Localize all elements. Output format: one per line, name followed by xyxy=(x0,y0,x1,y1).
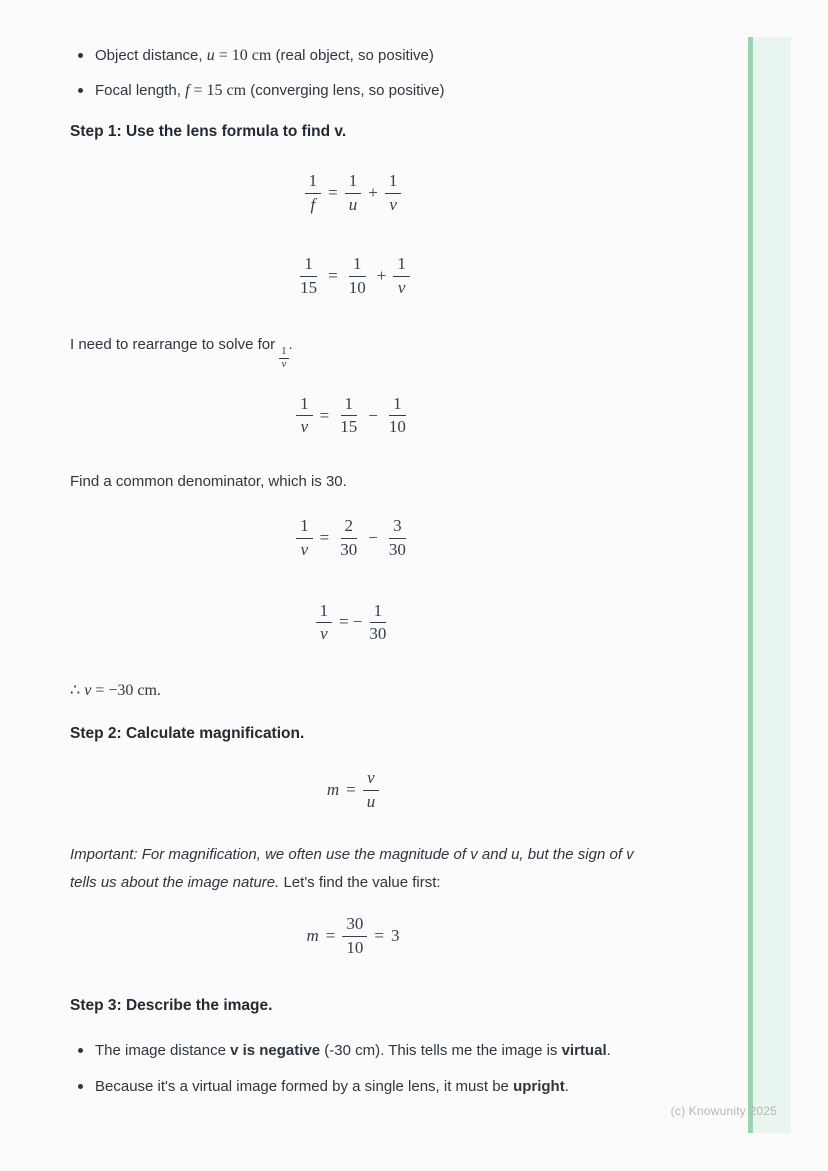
fraction: $\frac{1}{30}$ xyxy=(369,600,387,644)
italic-note: Important: For magnification, we often use the magnitude of v and u, but the sign of v tells us about the image nature. xyxy=(70,846,634,892)
equals-sign: = xyxy=(346,779,356,799)
inline-fraction: $\frac{1}{v}$ xyxy=(281,345,287,371)
equation-magnification-value xyxy=(70,915,636,957)
fraction: $\frac{v}{u}$ xyxy=(363,769,380,811)
list-item-text xyxy=(95,1042,611,1059)
watermark: (c) Knowunity 2025 xyxy=(670,1104,777,1118)
equation-result-fraction xyxy=(70,602,636,644)
page-edge-highlight xyxy=(748,37,791,1133)
math-value: = 15 cm xyxy=(189,82,247,99)
equation-substituted xyxy=(70,255,636,297)
plus-sign: + xyxy=(376,266,387,286)
inline-math xyxy=(207,47,272,64)
equation-magnification-formula xyxy=(70,769,636,811)
math-variable: m xyxy=(326,779,340,799)
fraction: $\frac{2}{30}$ xyxy=(340,516,358,559)
fraction: $\frac{1}{v}$ xyxy=(316,602,333,644)
text-segment: (-30 cm). This tells me the image is xyxy=(320,1041,562,1059)
list-item-text xyxy=(95,1078,569,1095)
text-segment: Let's find the value first: xyxy=(279,874,441,892)
fraction: $\frac{1}{15}$ xyxy=(340,393,358,437)
list-item-upright xyxy=(70,1073,636,1101)
fraction: $\frac{1}{15}$ xyxy=(300,254,318,298)
text-segment: . xyxy=(606,1041,611,1059)
fraction: $\frac{1}{v}$ xyxy=(385,172,402,214)
fraction: $\frac{1}{u}$ xyxy=(345,172,362,214)
plus-sign: + xyxy=(368,182,378,202)
fraction: $\frac{3}{30}$ xyxy=(388,516,406,559)
equals-sign: = xyxy=(339,612,349,632)
bullet-icon xyxy=(78,53,83,58)
fraction: $\frac{30}{10}$ xyxy=(342,915,367,957)
equation-lens-formula xyxy=(70,172,636,214)
minus-sign: − xyxy=(368,405,378,425)
text-segment: I need to rearrange to solve for xyxy=(70,335,280,353)
equation-common-denominator xyxy=(70,517,636,559)
math-value: = −30 cm. xyxy=(91,681,161,699)
text-segment: . xyxy=(288,335,293,353)
step3-heading: Step 3: Describe the image. xyxy=(70,996,273,1014)
therefore-symbol: ∴ xyxy=(70,681,85,699)
list-item-object-distance xyxy=(70,44,636,68)
text-segment: (converging lens, so positive) xyxy=(246,82,445,99)
bold-segment: virtual xyxy=(561,1041,607,1059)
text-segment: Object distance, xyxy=(95,47,207,64)
list-item-focal-length xyxy=(70,79,636,103)
minus-sign: − xyxy=(368,527,378,547)
important-note xyxy=(70,841,636,897)
bold-segment: v is negative xyxy=(230,1041,321,1059)
fraction: $\frac{1}{v}$ xyxy=(296,517,313,559)
highlight-accent-fill xyxy=(753,37,791,1133)
equals-sign: = xyxy=(319,527,330,547)
math-value: 3 xyxy=(390,926,400,946)
rearrange-text xyxy=(70,331,636,371)
math-value: = 10 cm xyxy=(214,47,272,64)
math-variable: f xyxy=(185,82,190,99)
equation-rearranged xyxy=(70,395,636,437)
conclusion-list xyxy=(70,1037,636,1101)
given-values-list xyxy=(70,44,636,103)
math-variable: v xyxy=(84,681,92,699)
text-segment: (real object, so positive) xyxy=(271,47,434,64)
step2-heading: Step 2: Calculate magnification. xyxy=(70,724,305,742)
list-item-text xyxy=(95,47,434,64)
common-denominator-text: Find a common denominator, which is 30. xyxy=(70,473,347,491)
equals-sign: = xyxy=(328,182,338,202)
bullet-icon xyxy=(78,88,83,93)
minus-sign: − xyxy=(352,612,363,632)
fraction: $\frac{1}{f}$ xyxy=(305,172,322,214)
step1-heading: Step 1: Use the lens formula to find v. xyxy=(70,123,347,140)
text-segment: . xyxy=(564,1077,569,1095)
inline-math xyxy=(70,682,161,699)
text-segment: Focal length, xyxy=(95,82,186,99)
fraction: $\frac{1}{10}$ xyxy=(348,254,366,298)
text-segment: The image distance xyxy=(95,1041,231,1059)
bullet-icon xyxy=(78,1084,83,1089)
math-variable: u xyxy=(206,47,215,64)
math-variable: m xyxy=(306,926,319,946)
equals-sign: = xyxy=(319,405,330,425)
text-segment: Because it's a virtual image formed by a single lens, it must be xyxy=(95,1077,514,1095)
equals-sign: = xyxy=(374,926,384,946)
list-item-text xyxy=(95,82,445,99)
bullet-icon xyxy=(78,1048,83,1053)
fraction: $\frac{1}{v}$ xyxy=(393,255,410,297)
result-text xyxy=(70,677,636,705)
list-item-virtual xyxy=(70,1037,636,1065)
bold-segment: upright xyxy=(513,1077,565,1095)
document-content xyxy=(70,0,636,1101)
fraction: $\frac{1}{10}$ xyxy=(388,393,406,437)
equals-sign: = xyxy=(328,266,338,286)
fraction: $\frac{1}{v}$ xyxy=(296,395,313,437)
inline-math xyxy=(185,82,246,99)
equals-sign: = xyxy=(325,926,336,946)
